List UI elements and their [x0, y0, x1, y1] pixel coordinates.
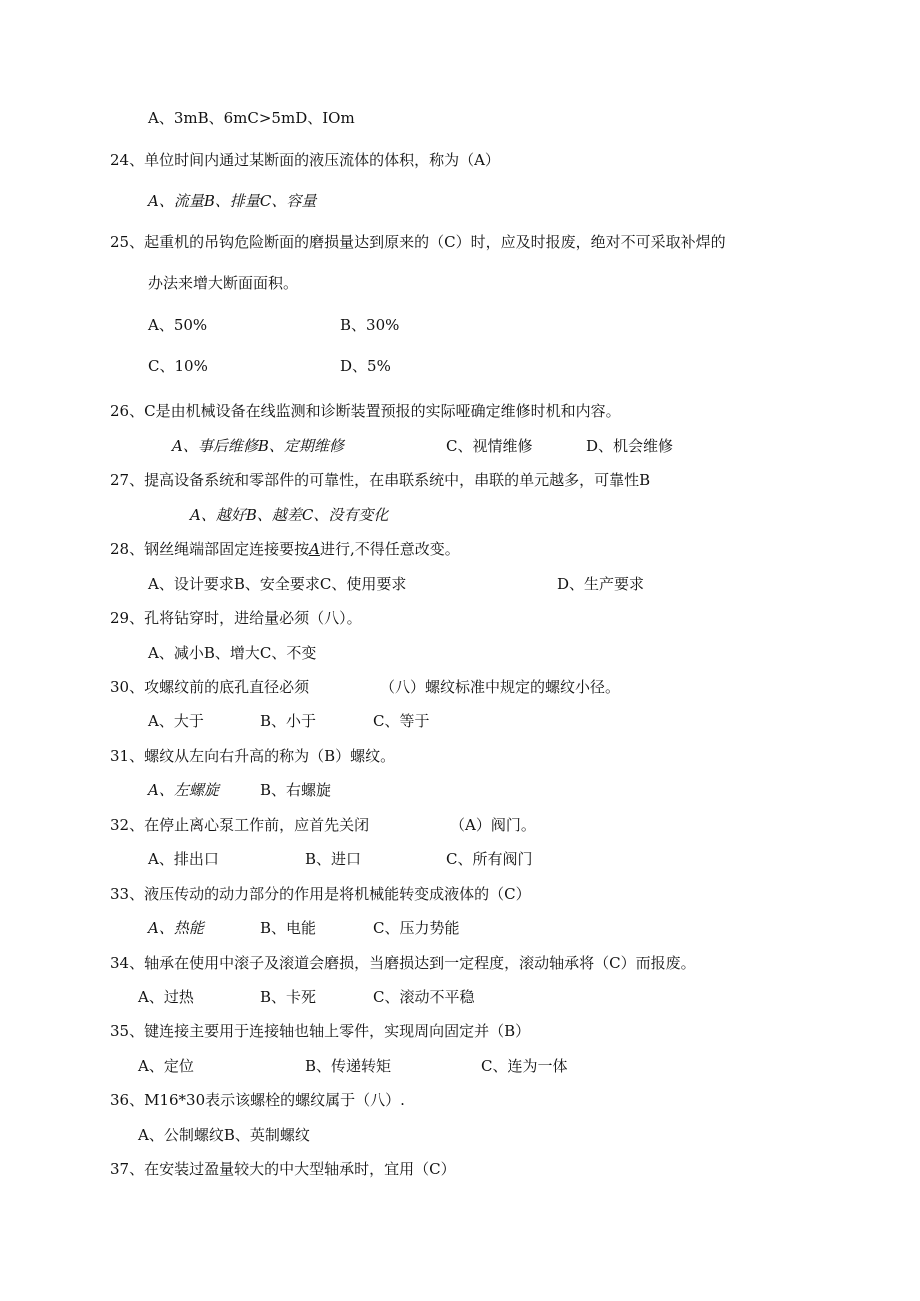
q28-stem-part2: 进行,不得任意改变。	[319, 540, 460, 558]
q32-stem-part2: （A）阀门。	[450, 816, 536, 834]
q32-stem-part1: 32、在停止离心泵工作前，应首先关闭	[110, 816, 370, 834]
q26-options-ab: A、事后维修B、定期维修	[172, 437, 344, 455]
q35-option-b: B、传递转矩	[305, 1057, 392, 1075]
q28-options-abc: A、设计要求B、安全要求C、使用要求	[148, 575, 407, 593]
q25-option-c: C、10%	[148, 357, 208, 375]
q32-option-c: C、所有阀门	[446, 850, 533, 868]
q35-stem: 35、键连接主要用于连接轴也轴上零件，实现周向固定并（B）	[110, 1022, 531, 1040]
q33-stem: 33、液压传动的动力部分的作用是将机械能转变成液体的（C）	[110, 885, 531, 903]
q25-option-d: D、5%	[340, 357, 391, 375]
q28-stem-part1: 28、钢丝绳端部固定连接要按	[110, 540, 310, 558]
q31-stem: 31、螺纹从左向右升高的称为（B）螺纹。	[110, 747, 396, 765]
q25-stem: 25、起重机的吊钩危险断面的磨损量达到原来的（C）时，应及时报废，绝对不可采取补焊的	[110, 233, 726, 251]
q36-options: A、公制螺纹B、英制螺纹	[138, 1126, 310, 1144]
q23-options: A、3mB、6mC>5mD、IOm	[148, 109, 355, 127]
q30-stem-part1: 30、攻螺纹前的底孔直径必须	[110, 678, 310, 696]
q26-option-c: C、视情维修	[446, 437, 533, 455]
q32-option-a: A、排出口	[148, 850, 219, 868]
q30-option-a: A、大于	[148, 712, 204, 730]
q35-option-a: A、定位	[138, 1057, 194, 1075]
q24-stem: 24、单位时间内通过某断面的液压流体的体积，称为（A）	[110, 151, 500, 169]
q30-stem-part2: （八）螺纹标准中规定的螺纹小径。	[380, 678, 621, 696]
q25-stem-cont: 办法来增大断面面积。	[148, 274, 299, 292]
q36-stem: 36、M16*30表示该螺栓的螺纹属于（八）.	[110, 1091, 405, 1109]
q31-option-a: A、左螺旋	[148, 781, 219, 799]
q30-option-c: C、等于	[373, 712, 430, 730]
q25-option-b: B、30%	[340, 316, 400, 334]
q28-option-d: D、生产要求	[557, 575, 645, 593]
q34-option-c: C、滚动不平稳	[373, 988, 475, 1006]
q32-option-b: B、进口	[305, 850, 362, 868]
q33-option-b: B、电能	[260, 919, 317, 937]
q28-stem	[110, 539, 460, 559]
q33-option-a: A、热能	[148, 919, 204, 937]
q29-stem: 29、孔将钻穿时，进给量必须（八）。	[110, 609, 362, 627]
q30-option-b: B、小于	[260, 712, 317, 730]
q31-option-b: B、右螺旋	[260, 781, 332, 799]
q28-answer: A	[309, 540, 320, 558]
q33-option-c: C、压力势能	[373, 919, 460, 937]
q37-stem: 37、在安装过盈量较大的中大型轴承时，宜用（C）	[110, 1160, 456, 1178]
q34-option-a: A、过热	[138, 988, 194, 1006]
q34-stem: 34、轴承在使用中滚子及滚道会磨损，当磨损达到一定程度，滚动轴承将（C）而报废。	[110, 954, 696, 972]
q27-stem: 27、提高设备系统和零部件的可靠性，在串联系统中，串联的单元越多，可靠性B	[110, 471, 651, 489]
q24-options: A、流量B、排量C、容量	[148, 192, 317, 210]
q34-option-b: B、卡死	[260, 988, 317, 1006]
q25-option-a: A、50%	[148, 316, 208, 334]
q35-option-c: C、连为一体	[481, 1057, 568, 1075]
q27-options: A、越好B、越差C、没有变化	[190, 506, 389, 524]
q26-stem: 26、C是由机械设备在线监测和诊断装置预报的实际哑确定维修时机和内容。	[110, 402, 621, 420]
q26-option-d: D、机会维修	[586, 437, 674, 455]
q29-options: A、减小B、增大C、不变	[148, 644, 317, 662]
